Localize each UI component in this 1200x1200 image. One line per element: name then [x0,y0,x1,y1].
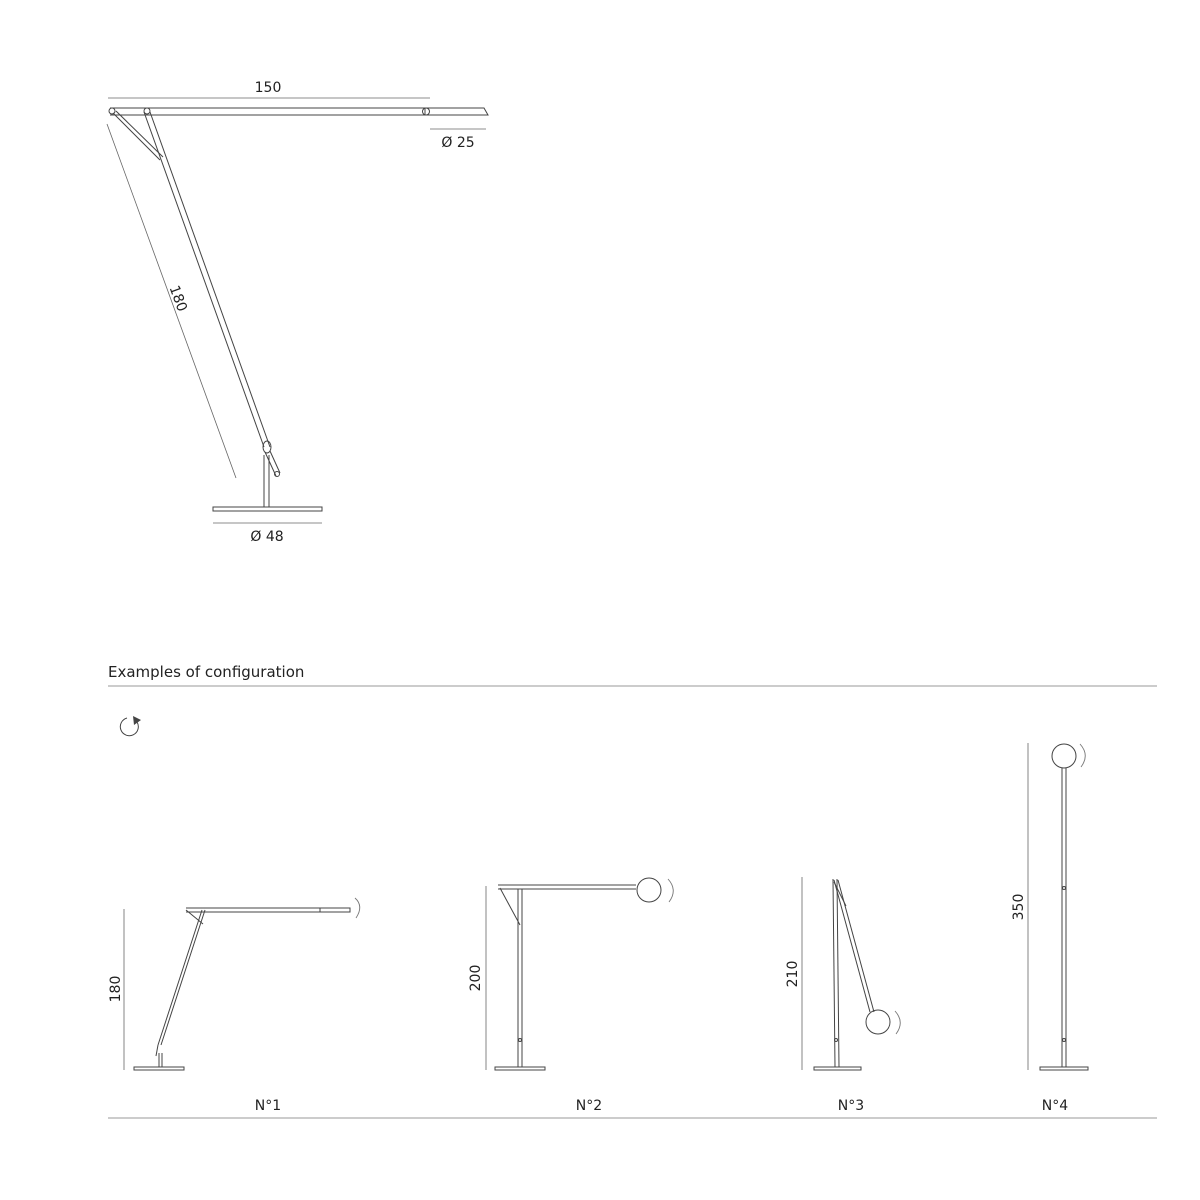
rotate-icon [120,716,141,736]
configuration-2 [468,878,673,1114]
config-4-lamp [1040,744,1088,1070]
configuration-3 [785,877,900,1114]
lamp-base [213,455,322,511]
config-2-lamp [495,878,673,1070]
config-3-height: 210 [785,960,801,988]
dim-height: 180 [165,283,190,314]
dim-base-diameter: Ø 48 [250,529,284,545]
lamp-brace [113,111,163,160]
dim-arm-length: 150 [254,80,282,96]
main-lamp-drawing [107,80,488,545]
config-4-label: N°4 [1041,1098,1069,1114]
config-3-lamp [814,879,900,1070]
lamp-shade [423,108,489,115]
lamp-arm [109,108,425,115]
config-1-label: N°1 [254,1098,282,1114]
configuration-1 [108,898,360,1114]
config-1-height: 180 [108,975,124,1003]
dim-shade-diameter: Ø 25 [441,135,475,151]
lamp-stem [144,112,280,477]
config-1-lamp [134,898,360,1070]
configuration-4 [1011,743,1088,1114]
config-3-label: N°3 [837,1098,865,1114]
section-title: Examples of configuration [108,663,305,681]
config-2-label: N°2 [575,1098,603,1114]
config-2-height: 200 [468,964,484,992]
config-4-height: 350 [1011,893,1027,921]
